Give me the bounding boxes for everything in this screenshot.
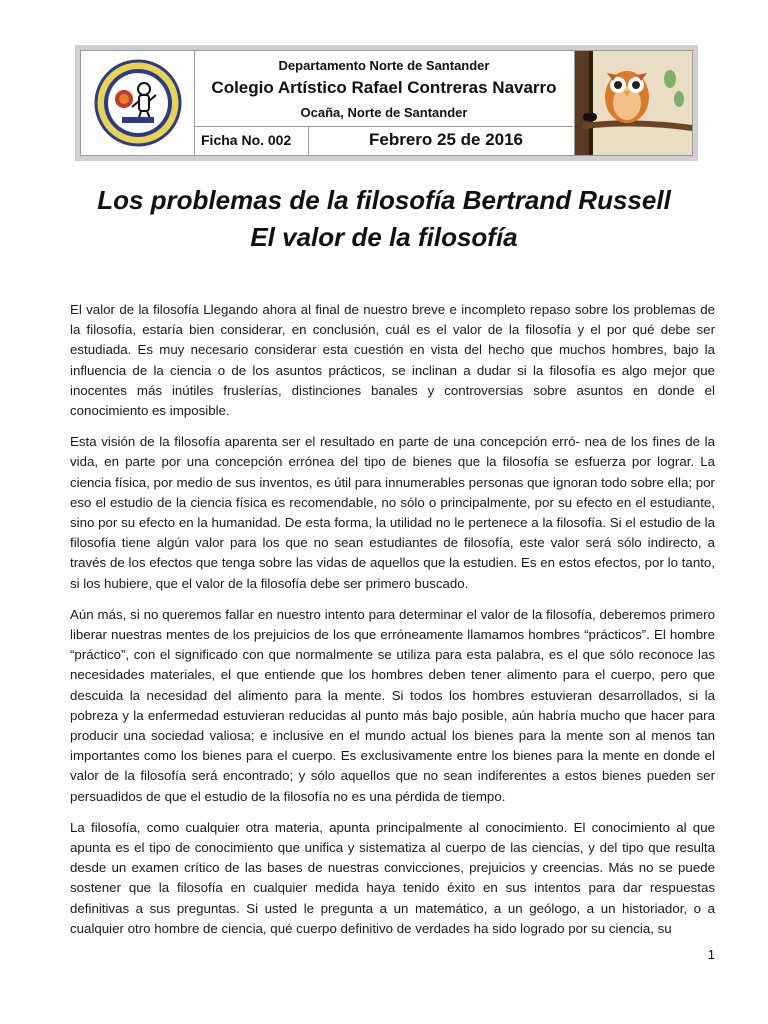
department-name: Departamento Norte de Santander — [278, 58, 490, 73]
paragraph: Esta visión de la filosofía aparenta ser el resultado en parte de una concepción erró- nea de los fines de la vida, en parte por una concepción errónea del tipo de bienes que la filosofía se esfuerza por lograr. La ciencia física, por medio de sus inventos, es útil para innumerables personas que ignoran todo sobre ella; por eso el estudio de la ciencia física es recomendable, no sólo o principalmente, por su efecto en el estudiante, sino por su efecto en la humanidad. De esta forma, la utilidad no le pertenece a la filosofía. Si el estudio de la filosofía tiene algún valor para los que no sean estudiantes de filosofía, este valor será sólo indirecto, a través de los efectos que tenga sobre las vidas de aquellos que la estudien. Es en estos efectos, por lo tanto, si los hubiere, que el valor de la filosofía debe ser primero buscado. — [70, 434, 715, 591]
school-logo-cell — [81, 51, 195, 155]
paragraph: El valor de la filosofía Llegando ahora al final de nuestro breve e incompleto repaso sobre los problemas de la filosofía, estaría bien considerar, en conclusión, cuál es el valor de la filosofía y el por qué debe ser estudiada. Es muy necesario considerar esta cuestión en vista del hecho que muchos hombres, bajo la influencia de la ciencia o de los asuntos prácticos, se inclinan a dudar si la filosofía es algo mejor que inocentes más inútiles fruslerías, distinciones banales y controversias sobre asuntos en donde el conocimiento es imposible. — [70, 302, 715, 419]
document-title — [40, 182, 728, 256]
header-table — [80, 50, 693, 156]
school-location: Ocaña, Norte de Santander — [300, 105, 468, 120]
title-line-2: El valor de la filosofía — [250, 222, 518, 252]
paragraph: Aún más, si no queremos fallar en nuestro intento para determinar el valor de la filosofía, deberemos primero liberar nuestras mentes de los prejuicios de los que erróneamente llamamos hombres “prácticos”. El hombre “práctico”, con el significado con que normalmente se utiliza para esta palabra, es el que sólo reconoce las necesidades materiales, el que entiende que los hombres deben tener alimento para el cuerpo, pero que descuida la necesidad del alimento para la mente. Si todos los hombres estuvieran desarrollados, si la pobreza y la enfermedad estuvieran reducidas al punto más bajo posible, aún habría mucho que hacer para producir una sociedad valiosa; e inclusive en el mundo actual los bienes para la mente son al menos tan importantes como los bienes para el cuerpo. Es exclusivamente entre los bienes para la mente en donde el valor de la filosofía será encontrado; y sólo aquellos que no sean indiferentes a estos bienes pueden ser persuadidos de que el estudio de la filosofía no es una pérdida de tiempo. — [70, 606, 715, 804]
document-date: Febrero 25 de 2016 — [368, 130, 524, 149]
page-number: 1 — [707, 947, 715, 962]
title-line-1: Los problemas de la filosofía Bertrand Russell — [97, 185, 671, 215]
body-text — [70, 300, 715, 950]
school-seal-icon — [94, 59, 182, 147]
paragraph: La filosofía, como cualquier otra materia, apunta principalmente al conocimiento. El conocimiento al que apunta es el tipo de conocimiento que unifica y sistematiza al cuerpo de las ciencias, y del tipo que resulta desde un examen crítico de las bases de nuestras convicciones, prejuicios y creencias. Más no se puede sostener que la filosofía en cualquier medida haya tenido éxito en sus intentos para dar respuestas definitivas a sus preguntas. Si usted le pregunta a un matemático, a un geólogo, a un historiador, o a cualquier otro hombre de ciencia, qué cuerpo definitivo de verdades ha sido logrado por su ciencia, su — [70, 819, 715, 936]
owl-image-cell — [574, 51, 692, 155]
owl-illustration-icon — [575, 51, 692, 155]
document-header — [75, 45, 698, 161]
header-center — [195, 51, 573, 155]
header-info-row — [195, 126, 573, 156]
school-name: Colegio Artístico Rafael Contreras Navarro — [211, 78, 557, 97]
ficha-number: Ficha No. 002 — [201, 132, 292, 148]
header-divider — [308, 127, 309, 156]
